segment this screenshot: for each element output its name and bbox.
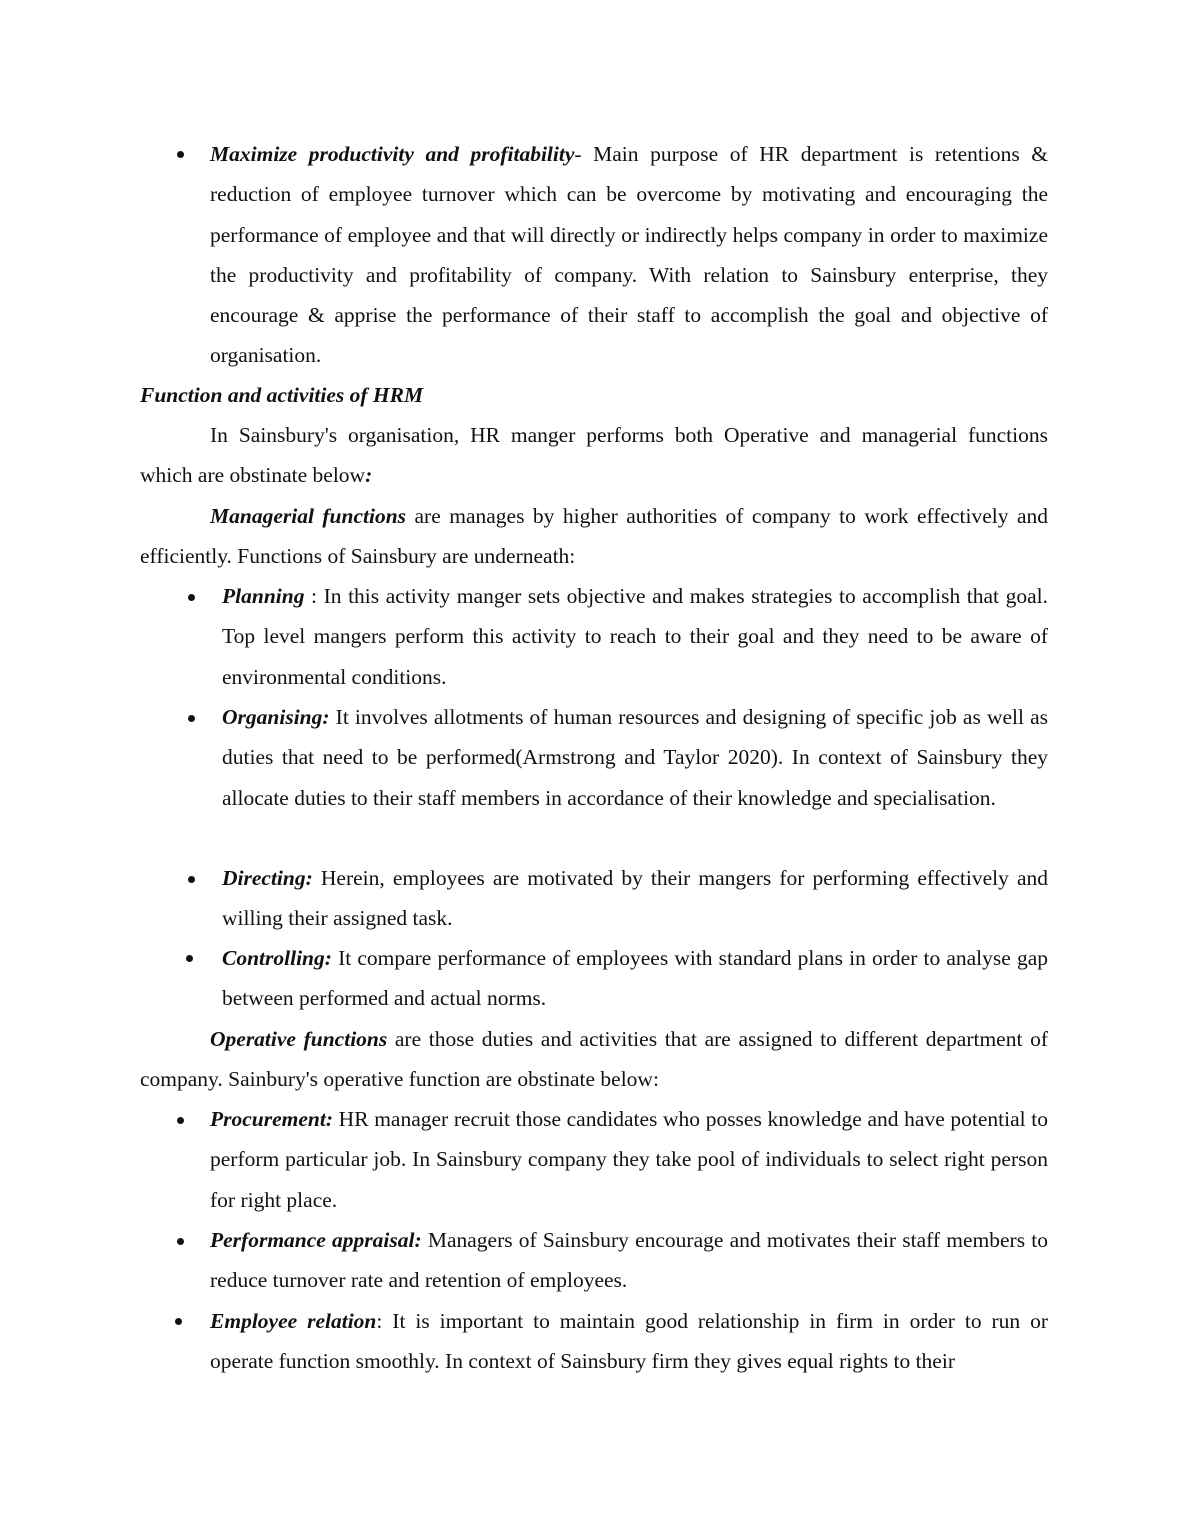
list-item bbox=[222, 697, 1048, 818]
list-item-text: It compare performance of employees with standard plans in order to analyse gap between performed and actual norms. bbox=[222, 946, 1048, 1011]
list-item-text: It involves allotments of human resources and designing of specific job as well as duties that need to be performed(Armstrong and Taylor 2020). In context of Sainsbury they allocate duties to their staff members in accordance of their knowledge and specialisation. bbox=[222, 705, 1048, 810]
list-item-text: - Main purpose of HR department is retentions & reduction of employee turnover which can be overcome by motivating and encouraging the performance of employee and that will directly or indirectly helps company in order to maximize the productivity and profitability of company. With relation to Sainsbury enterprise, they encourage & apprise the performance of their staff to accomplish the goal and objective of organisation. bbox=[210, 142, 1048, 368]
list-item bbox=[222, 858, 1048, 939]
operative-text: are those duties and activities that are assigned to different department of company. Sainbury's operative function are obstinate below: bbox=[140, 1027, 1048, 1092]
list-item-term: Employee relation bbox=[210, 1309, 377, 1333]
list-item bbox=[222, 576, 1048, 697]
list-item bbox=[222, 938, 1048, 1019]
list-item bbox=[210, 1301, 1048, 1382]
list-item-text: : In this activity manger sets objective and makes strategies to accomplish that goal. Top level mangers perform this activity to reach to their goal and they need to be aware of environmental conditions. bbox=[222, 584, 1048, 689]
list-item bbox=[210, 1099, 1048, 1220]
list-item-text: Herein, employees are motivated by their mangers for performing effectively and willing their assigned task. bbox=[222, 866, 1048, 931]
list-item-text: HR manager recruit those candidates who posses knowledge and have potential to perform particular job. In Sainsbury company they take pool of individuals to select right person for right place. bbox=[210, 1107, 1048, 1212]
intro-paragraph bbox=[140, 415, 1048, 496]
list-item bbox=[210, 134, 1048, 376]
operative-paragraph bbox=[140, 1019, 1048, 1100]
managerial-text: are manages by higher authorities of company to work effectively and efficiently. Functions of Sainsbury are underneath: bbox=[140, 504, 1048, 569]
bullet-icon bbox=[188, 715, 195, 722]
intro-text: In Sainsbury's organisation, HR manger performs both Operative and managerial functions which are obstinate below bbox=[140, 423, 1048, 488]
section-heading: Function and activities of HRM bbox=[140, 383, 424, 407]
managerial-paragraph bbox=[140, 496, 1048, 577]
list-item-term: Procurement: bbox=[210, 1107, 334, 1131]
list-item-term: Organising: bbox=[222, 705, 330, 729]
managerial-term: Managerial functions bbox=[210, 504, 407, 528]
list-item-term: Planning bbox=[222, 584, 305, 608]
list-item-term: Directing: bbox=[222, 866, 313, 890]
bullet-icon bbox=[177, 1117, 184, 1124]
list-item-term: Performance appraisal: bbox=[210, 1228, 422, 1252]
bullet-icon bbox=[177, 151, 184, 158]
list-item-text: : It is important to maintain good relationship in firm in order to run or operate function smoothly. In context of Sainsbury firm they gives equal rights to their bbox=[210, 1309, 1049, 1374]
list-item-term: Controlling: bbox=[222, 946, 332, 970]
bullet-icon bbox=[188, 594, 195, 601]
bullet-icon bbox=[175, 1318, 182, 1325]
bullet-icon bbox=[188, 876, 195, 883]
bullet-icon bbox=[186, 955, 193, 962]
operative-term: Operative functions bbox=[210, 1027, 388, 1051]
intro-colon: : bbox=[365, 463, 373, 488]
list-item-term: Maximize productivity and profitability bbox=[210, 142, 575, 166]
list-item bbox=[210, 1220, 1048, 1301]
list-item-text: Managers of Sainsbury encourage and motivates their staff members to reduce turnover rate and retention of employees. bbox=[210, 1228, 1048, 1293]
bullet-icon bbox=[177, 1238, 184, 1245]
